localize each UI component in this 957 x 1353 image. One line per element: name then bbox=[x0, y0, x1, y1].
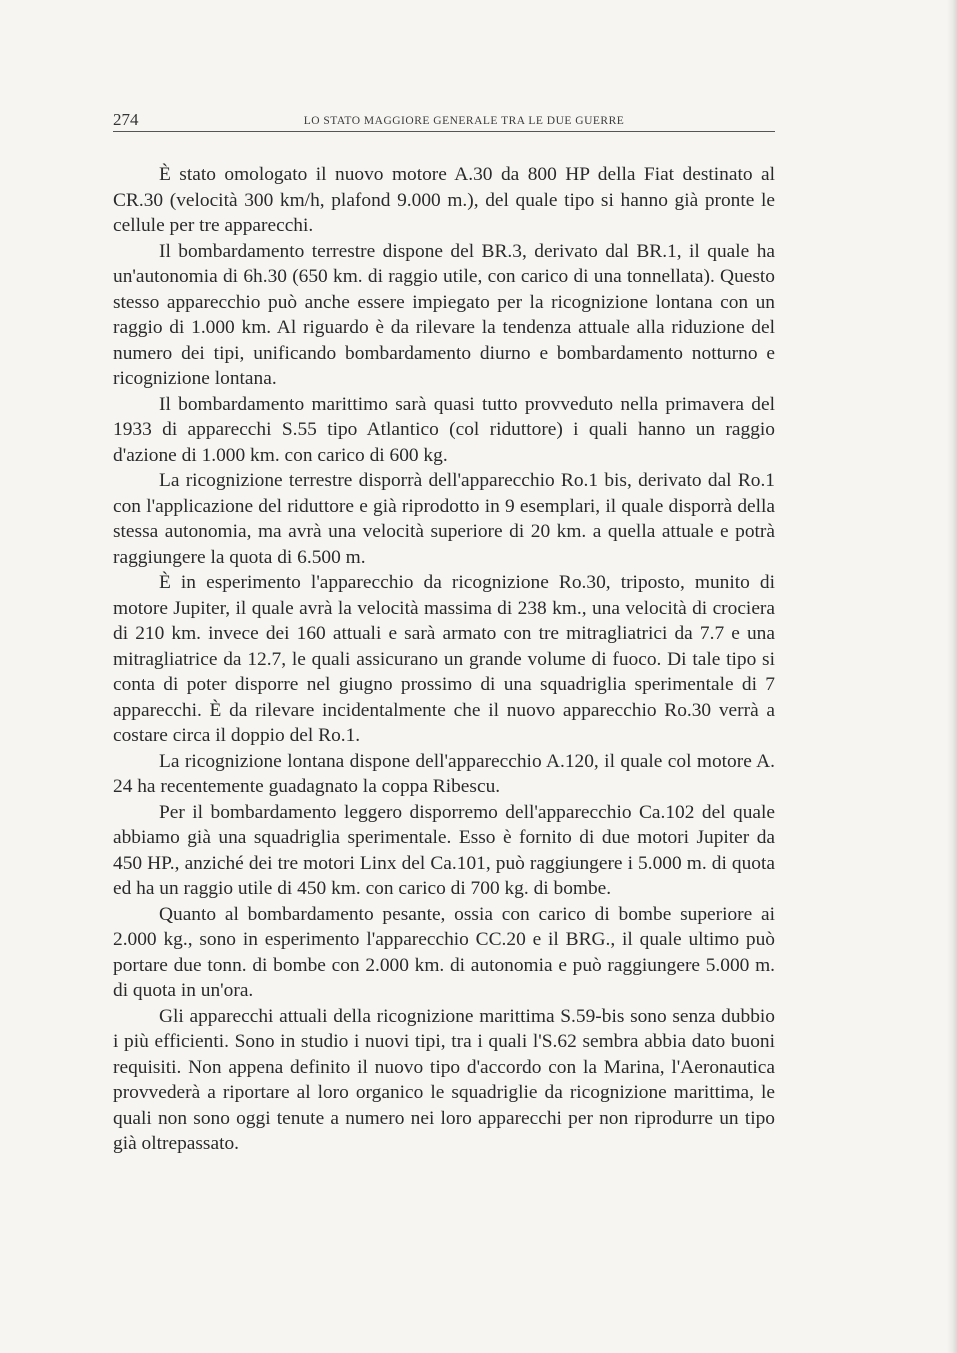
page-edge-shadow bbox=[947, 0, 957, 1353]
body-text bbox=[113, 162, 775, 1157]
paragraph: Quanto al bombardamento pesante, ossia con carico di bombe superiore ai 2.000 kg., sono in esperimento l'apparecchio CC.20 e il BRG., il quale ultimo può portare due tonn. di bombe con 2.000 km. di autonomia e può raggiungere 5.000 m. di quota in un'ora. bbox=[113, 903, 775, 1001]
header-rule bbox=[113, 131, 775, 132]
paragraph: Il bombardamento marittimo sarà quasi tutto provveduto nella primavera del 1933 di apparecchi S.55 tipo Atlantico (col riduttore) i quali hanno un raggio d'azione di 1.000 km. con carico di 600 kg. bbox=[113, 393, 775, 466]
paragraph: Gli apparecchi attuali della ricognizione marittima S.59-bis sono senza dubbio i più efficienti. Sono in studio i nuovi tipi, tra i quali l'S.62 sembra abbia dato buoni requisiti. Non appena definito il nuovo tipo d'accordo con la Marina, l'Aeronautica provvederà a riportare al loro organico le squadriglie da ricognizione marittima, le quali non sono oggi tenute a numero nei loro apparecchi per non riprodurre un tipo già oltrepassato. bbox=[113, 1005, 775, 1154]
page-number: 274 bbox=[113, 110, 139, 129]
paragraph: Il bombardamento terrestre dispone del BR.3, derivato dal BR.1, il quale ha un'autonomia di 6h.30 (650 km. di raggio utile, con carico di una tonnellata). Questo stesso apparecchio può anche essere impiegato per la ricognizione lontana con un raggio di 1.000 km. Al riguardo è da rilevare la tendenza attuale alla riduzione del numero dei tipi, unificando bombardamento diurno e bombardamento notturno e ricognizione lontana. bbox=[113, 240, 775, 389]
paragraph: È in esperimento l'apparecchio da ricognizione Ro.30, triposto, munito di motore Jupiter, il quale avrà la velocità massima di 238 km., una velocità di crociera di 210 km. invece dei 160 attuali e sarà armato con tre mitragliatrici da 7.7 e una mitragliatrice da 12.7, le quali assicurano un grande volume di fuoco. Di tale tipo si conta di poter disporre nel giugno prossimo di una squadriglia sperimentale di 7 apparecchi. È da rilevare incidentalmente che il nuovo apparecchio Ro.30 verrà a costare circa il doppio del Ro.1. bbox=[113, 572, 775, 746]
paragraph: È stato omologato il nuovo motore A.30 da 800 HP della Fiat destinato al CR.30 (velocità 300 km/h, plafond 9.000 m.), del quale tipo si hanno già pronte le cellule per tre apparecchi. bbox=[113, 164, 775, 236]
page-header bbox=[113, 110, 775, 132]
paragraph: La ricognizione lontana dispone dell'apparecchio A.120, il quale col motore A. 24 ha recentemente guadagnato la coppa Ribescu. bbox=[113, 750, 775, 797]
paragraph: Per il bombardamento leggero disporremo dell'apparecchio Ca.102 del quale abbiamo già una squadriglia sperimentale. Esso è fornito di due motori Jupiter da 450 HP., anziché dei tre motori Linx del Ca.101, può raggiungere i 5.000 m. di quota ed ha un raggio utile di 450 km. con carico di 700 kg. di bombe. bbox=[113, 801, 775, 899]
running-title: LO STATO MAGGIORE GENERALE TRA LE DUE GUERRE bbox=[303, 115, 625, 127]
paragraph: La ricognizione terrestre disporrà dell'apparecchio Ro.1 bis, derivato dal Ro.1 con l'applicazione del riduttore e già riprodotto in 9 esemplari, il quale disporrà della stessa autonomia, ma avrà una velocità superiore di 20 km. a quella attuale e potrà raggiungere la quota di 6.500 m. bbox=[113, 470, 775, 568]
